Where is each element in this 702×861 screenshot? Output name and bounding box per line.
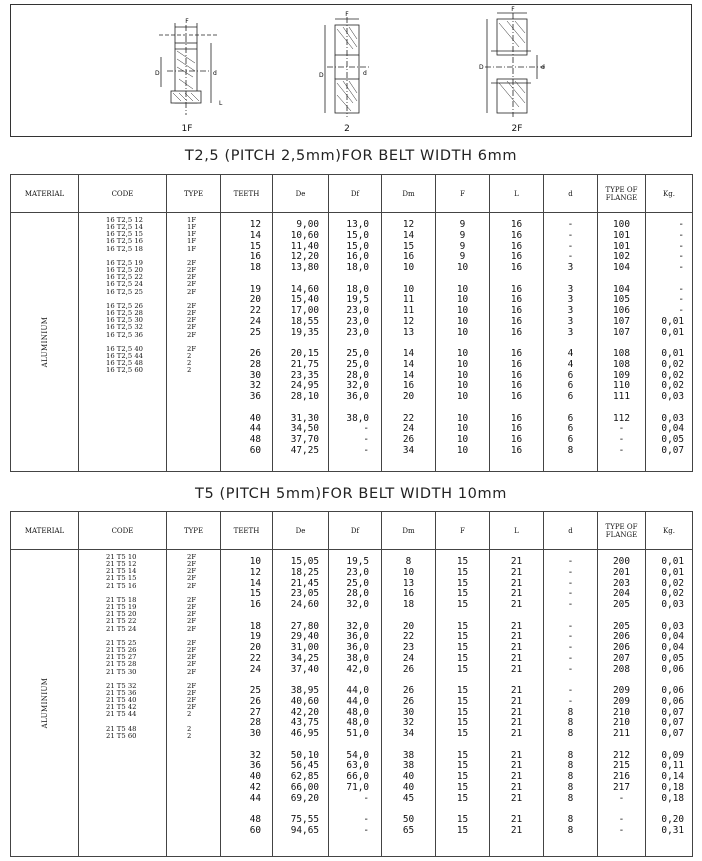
spec-table-t5 [10,511,693,857]
pulley-2-icon [305,5,385,125]
header-d: d [544,512,598,550]
header-de: De [273,512,329,550]
section-title-t25: T2,5 (PITCH 2,5mm)FOR BELT WIDTH 6mm [184,148,518,164]
dm-column: 12 14 15 16 10 10 11 11 12 13 14 14 14 16 20 22 24 26 34 [402,219,415,456]
kg-column: 0,01 0,01 0,02 0,02 0,03 0,03 0,04 0,04 0,05 0,06 0,06 0,06 0,07 0,07 0,07 0,09 0,11 0,14 0,18 0,18 0,20 0,31 [661,556,684,836]
header-dm: Dm [382,512,436,550]
figure-label-2F: 2F [511,124,523,134]
material-cell [11,213,79,472]
teeth-column: 12 14 15 16 18 19 20 22 24 25 26 28 30 32 36 40 44 48 60 [249,219,261,456]
type-column: 2F 2F 2F 2F 2F 2F 2F 2F 2F 2F 2F 2F 2F 2F 2F 2F 2F 2F 2F 2 2 2 [187,553,197,740]
dm-column: 8 10 13 16 18 20 22 23 24 26 26 26 30 32 34 38 38 40 40 45 50 65 [402,556,415,836]
pulley-drawing-2 [305,5,385,134]
header-dm: Dm [382,175,436,213]
svg-text:L: L [219,100,223,107]
header-teeth: TEETH [221,175,273,213]
pulley-2F-icon [473,5,563,125]
table-header-row [11,512,693,550]
header-teeth: TEETH [221,512,273,550]
de-column: 15,05 18,25 21,45 23,05 24,60 27,80 29,40 31,00 34,25 37,40 38,95 40,60 42,20 43,75 46,95 50,10 56,45 62,85 66,00 69,20 75,55 94,65 [290,556,319,836]
kg-column: - - - - - - - - 0,01 0,01 0,01 0,02 0,02 0,02 0,03 0,03 0,04 0,05 0,07 [661,219,684,456]
teeth-column: 10 12 14 15 16 18 19 20 22 24 25 26 27 28 30 32 36 40 42 44 48 60 [249,556,261,836]
flange-column: 200 201 203 204 205 205 206 206 207 208 209 209 210 210 211 212 215 216 217 - - - [613,556,630,836]
svg-text:F: F [345,11,349,18]
header-flange: TYPE OF FLANGE [598,175,646,213]
code-column: 16 T2,5 12 16 T2,5 14 16 T2,5 15 16 T2,5 16 16 T2,5 18 16 T2,5 19 16 T2,5 20 16 T2,5 22 16 T2,5 24 16 T2,5 25 16 T2,5 26 16 T2,5 28 16 T2,5 30 16 T2,5 32 16 T2,5 36 16 T2,5 40 16 T2,5 44 16 T2,5 48 16 T2,5 60 [106,216,143,375]
material-cell [11,550,79,857]
header-type: TYPE [167,512,221,550]
de-column: 9,00 10,60 11,40 12,20 13,80 14,60 15,40 17,00 18,55 19,35 20,15 21,75 23,35 24,95 28,10 31,30 34,50 37,70 47,25 [290,219,319,456]
d-column: - - - - 3 3 3 3 3 3 4 4 6 6 6 6 6 6 8 [567,219,574,456]
drawings-panel [10,4,692,137]
svg-text:d: d [541,64,545,71]
table-header-row [11,175,693,213]
figure-label-2: 2 [344,124,350,134]
df-column: 19,5 23,0 25,0 28,0 32,0 32,0 36,0 36,0 38,0 42,0 44,0 44,0 48,0 48,0 51,0 54,0 63,0 66,0 71,0 - - - [346,556,369,836]
svg-text:d: d [213,70,217,77]
header-l: L [490,175,544,213]
header-material: MATERIAL [11,175,79,213]
svg-text:D: D [479,64,484,71]
header-f: F [436,175,490,213]
l-column: 21 21 21 21 21 21 21 21 21 21 21 21 21 21 21 21 21 21 21 21 21 21 [510,556,523,836]
table-body-row [11,213,693,472]
header-kg: Kg. [646,175,693,213]
header-de: De [273,175,329,213]
f-column: 9 9 9 9 10 10 10 10 10 10 10 10 10 10 10 10 10 10 10 [456,219,469,456]
flange-column: 100 101 101 102 104 104 105 106 107 107 108 108 109 110 111 112 - - - [613,219,630,456]
header-kg: Kg. [646,512,693,550]
header-code: CODE [79,512,167,550]
df-column: 13,0 15,0 15,0 16,0 18,0 18,0 19,5 23,0 23,0 23,0 25,0 25,0 28,0 32,0 36,0 38,0 - - - [346,219,369,456]
header-df: Df [329,512,382,550]
d-column: - - - - - - - - - - - - 8 8 8 8 8 8 8 8 8 8 [567,556,574,836]
svg-text:D: D [319,72,324,79]
material-label: ALUMINIUM [40,316,49,368]
svg-text:d: d [363,70,367,77]
svg-text:D: D [155,70,160,77]
header-d: d [544,175,598,213]
header-type: TYPE [167,175,221,213]
header-material: MATERIAL [11,512,79,550]
pulley-1F-icon [149,5,229,125]
spec-table-t25 [10,174,693,472]
l-column: 16 16 16 16 16 16 16 16 16 16 16 16 16 16 16 16 16 16 16 [510,219,523,456]
type-column: 1F 1F 1F 1F 1F 2F 2F 2F 2F 2F 2F 2F 2F 2F 2F 2F 2 2 2 [187,216,197,375]
header-f: F [436,512,490,550]
material-label: ALUMINIUM [40,677,49,729]
header-code: CODE [79,175,167,213]
pulley-drawing-2F [473,5,563,134]
section-title-t5: T5 (PITCH 5mm)FOR BELT WIDTH 10mm [195,486,507,502]
f-column: 15 15 15 15 15 15 15 15 15 15 15 15 15 15 15 15 15 15 15 15 15 15 [456,556,469,836]
figure-label-1F: 1F [181,124,193,134]
code-column: 21 T5 10 21 T5 12 21 T5 14 21 T5 15 21 T5 16 21 T5 18 21 T5 19 21 T5 20 21 T5 22 21 T5 24 21 T5 25 21 T5 26 21 T5 27 21 T5 28 21 T5 30 21 T5 32 21 T5 36 21 T5 40 21 T5 42 21 T5 44 21 T5 48 21 T5 60 [106,553,137,740]
header-df: Df [329,175,382,213]
pulley-drawing-1F [149,5,229,134]
header-flange: TYPE OF FLANGE [598,512,646,550]
header-l: L [490,512,544,550]
svg-text:F: F [511,6,515,13]
table-body-row [11,550,693,857]
svg-text:F: F [185,18,189,25]
